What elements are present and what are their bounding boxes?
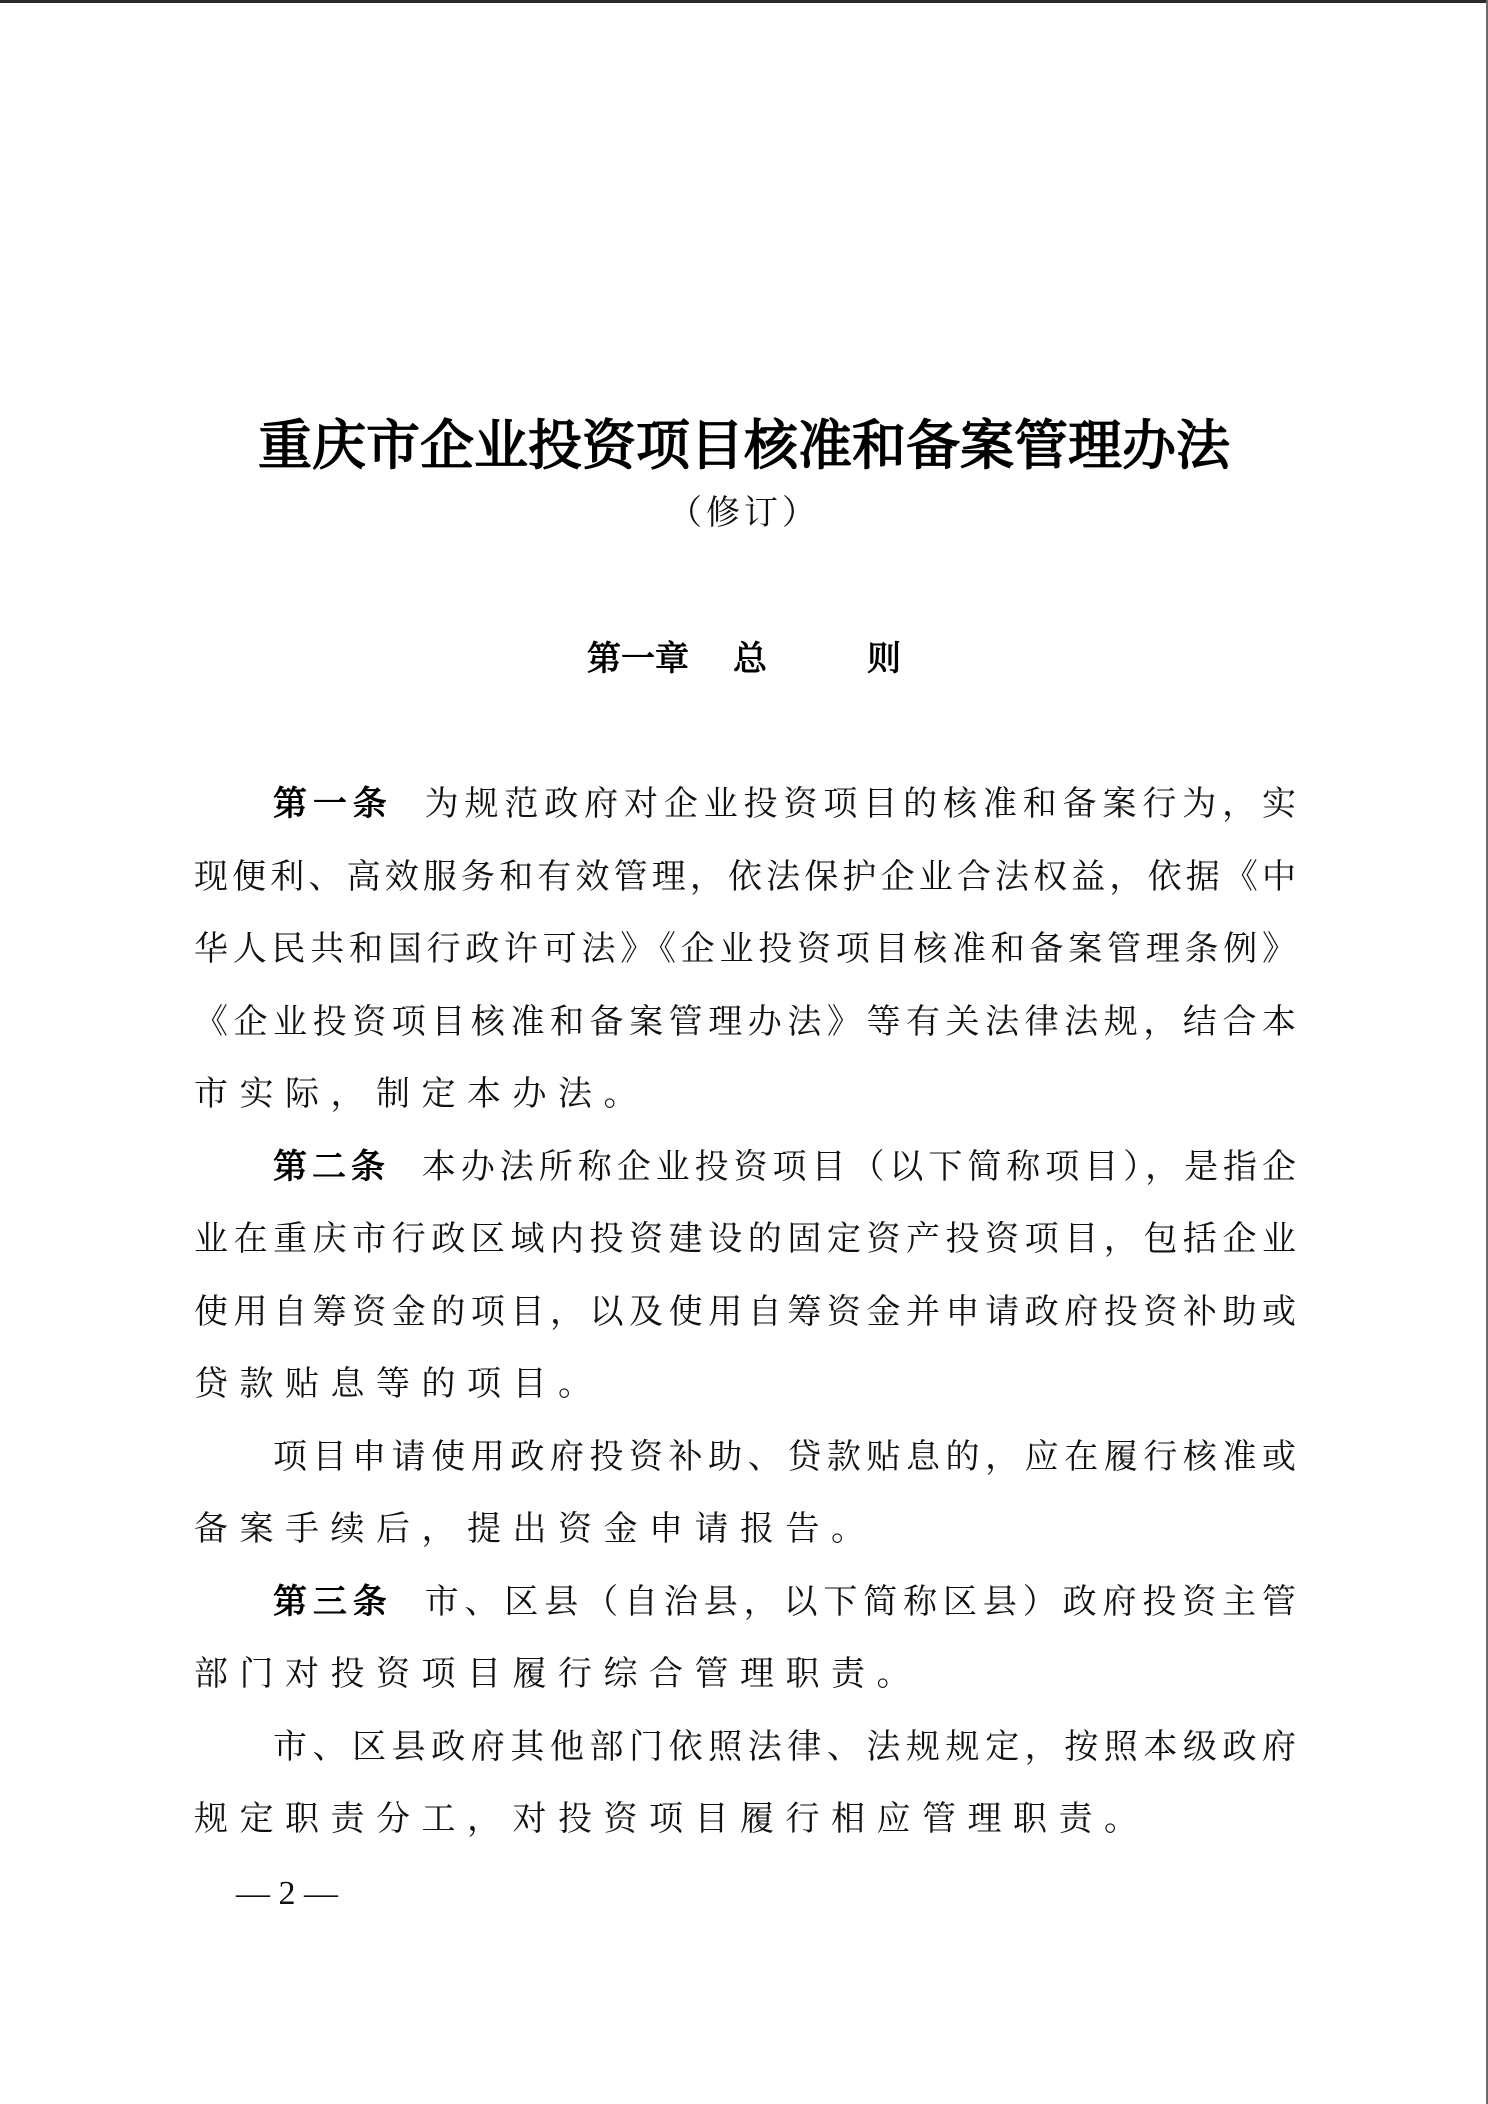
article-3: [194, 1566, 1296, 1711]
article-label: 第二条: [273, 1146, 390, 1187]
paragraph-line: 备案手续后，提出资金申请报告。: [194, 1509, 877, 1549]
document-title: 重庆市企业投资项目核准和备案管理办法: [258, 413, 1230, 477]
chapter-heading: [0, 636, 1488, 682]
article-label: 第一条: [273, 784, 393, 824]
chapter-title-char-2: 则: [867, 639, 901, 679]
paragraph-line: 市实际，制定本办法。: [194, 1074, 649, 1114]
article-2-paragraph-2: [194, 1421, 1296, 1566]
article-label: 第三条: [273, 1581, 393, 1622]
article-3-paragraph-2: [194, 1711, 1296, 1856]
line-text: 市、区县（自治县，以下简称区县）政府投资主管: [424, 1581, 1296, 1622]
paragraph-line: [194, 1131, 1296, 1204]
page-number: — 2 —: [236, 1875, 338, 1912]
document-body: [194, 768, 1296, 1856]
line-text: 为规范政府对企业投资项目的核准和备案行为，实: [424, 784, 1296, 824]
page-top-edge: [0, 0, 1488, 3]
paragraph-line: 使用自筹资金的项目，以及使用自筹资金并申请政府投资补助或: [194, 1291, 1296, 1332]
paragraph-line: [194, 1566, 1296, 1639]
paragraph-line: 市、区县政府其他部门依照法律、法规规定，按照本级政府: [273, 1726, 1296, 1767]
paragraph-line: 《企业投资项目核准和备案管理办法》等有关法律法规，结合本: [194, 1001, 1296, 1042]
paragraph-line: 部门对投资项目履行综合管理职责。: [194, 1654, 922, 1694]
chapter-title-char-1: 总: [733, 639, 767, 679]
paragraph-line: 现便利、高效服务和有效管理，依法保护企业合法权益，依据《中: [194, 856, 1296, 897]
paragraph-line: 规定职责分工，对投资项目履行相应管理职责。: [194, 1799, 1150, 1839]
paragraph-line: 业在重庆市行政区域内投资建设的固定资产投资项目，包括企业: [194, 1219, 1296, 1259]
document-subtitle: （修订）: [668, 493, 820, 533]
chapter-number: 第一章: [587, 639, 689, 679]
article-1: [194, 768, 1296, 1131]
article-2: [194, 1131, 1296, 1421]
paragraph-line: 贷款贴息等的项目。: [194, 1364, 604, 1404]
line-text: 本办法所称企业投资项目（以下简称项目），是指企: [421, 1146, 1296, 1187]
paragraph-line: [194, 768, 1296, 841]
paragraph-line: 项目申请使用政府投资补助、贷款贴息的，应在履行核准或: [273, 1436, 1296, 1477]
paragraph-line: 华人民共和国行政许可法》《企业投资项目核准和备案管理条例》: [194, 929, 1296, 969]
